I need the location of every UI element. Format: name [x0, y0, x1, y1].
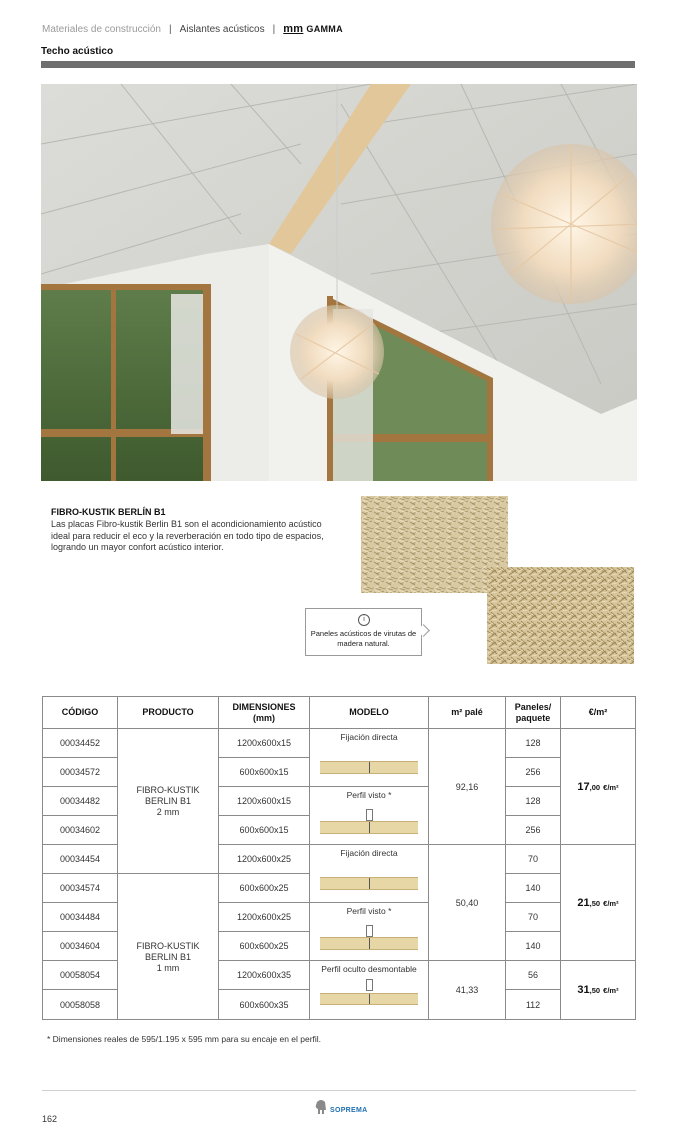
cell-codigo: 00034604 — [42, 931, 118, 961]
header-paneles-label: Paneles/ — [514, 701, 552, 712]
modelo-label: Perfil visto * — [346, 790, 392, 800]
modelo-label: Perfil visto * — [346, 906, 392, 916]
producto-line: BERLIN B1 — [144, 952, 192, 962]
modelo-label: Fijación directa — [340, 732, 398, 742]
cell-paneles: 256 — [505, 757, 561, 787]
cell-paneles: 140 — [505, 873, 561, 903]
cell-dimensiones: 1200x600x25 — [218, 844, 310, 874]
cell-dimensiones: 600x600x15 — [218, 757, 310, 787]
cell-m2-pale: 92,16 — [428, 728, 506, 845]
breadcrumb-subcategory[interactable]: Aislantes acústicos — [179, 23, 265, 35]
cell-codigo: 00034484 — [42, 902, 118, 932]
page-number: 162 — [42, 1114, 58, 1124]
cell-dimensiones: 1200x600x25 — [218, 902, 310, 932]
breadcrumb-category[interactable]: Materiales de construcción — [42, 23, 161, 35]
cell-producto — [117, 873, 219, 1020]
header-dimensiones-label: DIMENSIONES — [232, 701, 296, 712]
price — [577, 984, 618, 996]
price — [577, 897, 618, 909]
brand-mark-icon: mm — [283, 23, 304, 35]
panel-diagram — [320, 993, 418, 1005]
cell-dimensiones: 1200x600x35 — [218, 960, 310, 990]
panel-joint — [369, 762, 370, 773]
panel-diagram — [320, 877, 418, 890]
header-paneles — [505, 696, 561, 729]
price-decimal: ,00 — [589, 782, 601, 792]
section-title: Techo acústico — [41, 46, 114, 57]
header-producto: PRODUCTO — [117, 696, 219, 729]
cell-paneles: 256 — [505, 815, 561, 845]
cell-dimensiones: 600x600x15 — [218, 815, 310, 845]
cell-codigo: 00034602 — [42, 815, 118, 845]
cell-precio — [560, 960, 636, 1020]
cell-codigo: 00034454 — [42, 844, 118, 874]
producto-line: FIBRO-KUSTIK — [136, 784, 200, 795]
cell-producto — [117, 728, 219, 874]
price-decimal: ,50 — [589, 986, 601, 995]
panel-joint — [369, 878, 370, 889]
cell-codigo: 00034574 — [42, 873, 118, 903]
modelo-label: Perfil oculto desmontable — [321, 964, 417, 974]
panel-diagram — [320, 937, 418, 950]
cell-codigo: 00058058 — [42, 989, 118, 1020]
panel-joint — [369, 822, 370, 833]
price-unit: €/m² — [603, 782, 619, 792]
cell-modelo — [309, 728, 429, 787]
cell-modelo — [309, 786, 429, 845]
cell-codigo: 00034482 — [42, 786, 118, 816]
header-precio: €/m² — [560, 696, 636, 729]
product-name: FIBRO-KUSTIK BERLÍN B1 — [51, 507, 166, 517]
cell-paneles: 128 — [505, 786, 561, 816]
price-integer: 21 — [577, 896, 590, 909]
header-paneles-unit: paquete — [515, 712, 551, 723]
profile-rail-diagram — [366, 925, 373, 937]
panel-diagram — [320, 761, 418, 774]
producto-line: 1 mm — [156, 963, 180, 973]
cell-codigo: 00058054 — [42, 960, 118, 990]
info-icon: i — [358, 614, 370, 626]
brand-logo — [283, 23, 343, 35]
header-dimensiones — [218, 696, 310, 729]
header-m2-pale: m² palé — [428, 696, 506, 729]
cell-precio — [560, 728, 636, 845]
cell-m2-pale: 50,40 — [428, 844, 506, 961]
producto-line: 2 mm — [156, 806, 180, 817]
wood-wool-swatch-photo — [361, 496, 508, 593]
profile-rail-diagram — [366, 809, 373, 821]
cell-dimensiones: 600x600x35 — [218, 989, 310, 1020]
price-unit: €/m² — [603, 986, 619, 995]
cell-m2-pale: 41,33 — [428, 960, 506, 1020]
soprema-logo — [314, 1098, 368, 1116]
footnote: * Dimensiones reales de 595/1.195 x 595 mm para su encaje en el perfil. — [47, 1034, 322, 1044]
product-description: Las placas Fibro-kustik Berlin B1 son el acondicionamiento acústico ideal para reducir el eco y la reverberación en todo tipo de espacios, logrando un mayor confort acústico interior. — [51, 519, 324, 552]
breadcrumb-separator: | — [272, 23, 276, 35]
cell-codigo: 00034572 — [42, 757, 118, 787]
price-integer: 17 — [577, 780, 590, 793]
wood-wool-swatch-photo — [487, 567, 634, 664]
cell-dimensiones: 600x600x25 — [218, 931, 310, 961]
cell-paneles: 56 — [505, 960, 561, 990]
price — [577, 781, 618, 793]
price-unit: €/m² — [603, 898, 619, 908]
cell-paneles: 128 — [505, 728, 561, 758]
header-dimensiones-unit: (mm) — [253, 712, 275, 723]
hero-photo — [41, 84, 637, 481]
info-callout — [305, 608, 422, 656]
cell-precio — [560, 844, 636, 961]
breadcrumb — [42, 23, 343, 35]
cell-modelo — [309, 844, 429, 903]
hidden-profile-diagram — [366, 979, 373, 991]
cell-modelo — [309, 902, 429, 961]
brand-name: GAMMA — [306, 24, 343, 34]
header-modelo: MODELO — [309, 696, 429, 729]
section-divider — [41, 61, 635, 68]
producto-line: FIBRO-KUSTIK — [136, 941, 200, 951]
cell-modelo — [309, 960, 429, 1020]
cell-dimensiones: 1200x600x15 — [218, 786, 310, 816]
panel-joint — [369, 938, 370, 949]
cell-paneles: 112 — [505, 989, 561, 1020]
price-integer: 31 — [577, 984, 590, 996]
panel-joint — [369, 994, 370, 1004]
footer-divider — [42, 1090, 636, 1091]
soprema-logo-text: SOPREMA — [330, 1106, 368, 1114]
modelo-label: Fijación directa — [340, 848, 398, 858]
producto-line: BERLIN B1 — [144, 795, 192, 806]
cell-paneles: 70 — [505, 844, 561, 874]
elephant-icon — [314, 1098, 328, 1116]
header-codigo: CÓDIGO — [42, 696, 118, 729]
cell-dimensiones: 600x600x25 — [218, 873, 310, 903]
breadcrumb-separator: | — [168, 23, 172, 35]
product-table — [42, 696, 636, 1020]
cell-dimensiones: 1200x600x15 — [218, 728, 310, 758]
callout-text: Paneles acústicos de virutas de madera natural. — [310, 629, 417, 648]
cell-codigo: 00034452 — [42, 728, 118, 758]
cell-paneles: 140 — [505, 931, 561, 961]
price-decimal: ,50 — [589, 898, 601, 908]
panel-diagram — [320, 821, 418, 834]
cell-paneles: 70 — [505, 902, 561, 932]
